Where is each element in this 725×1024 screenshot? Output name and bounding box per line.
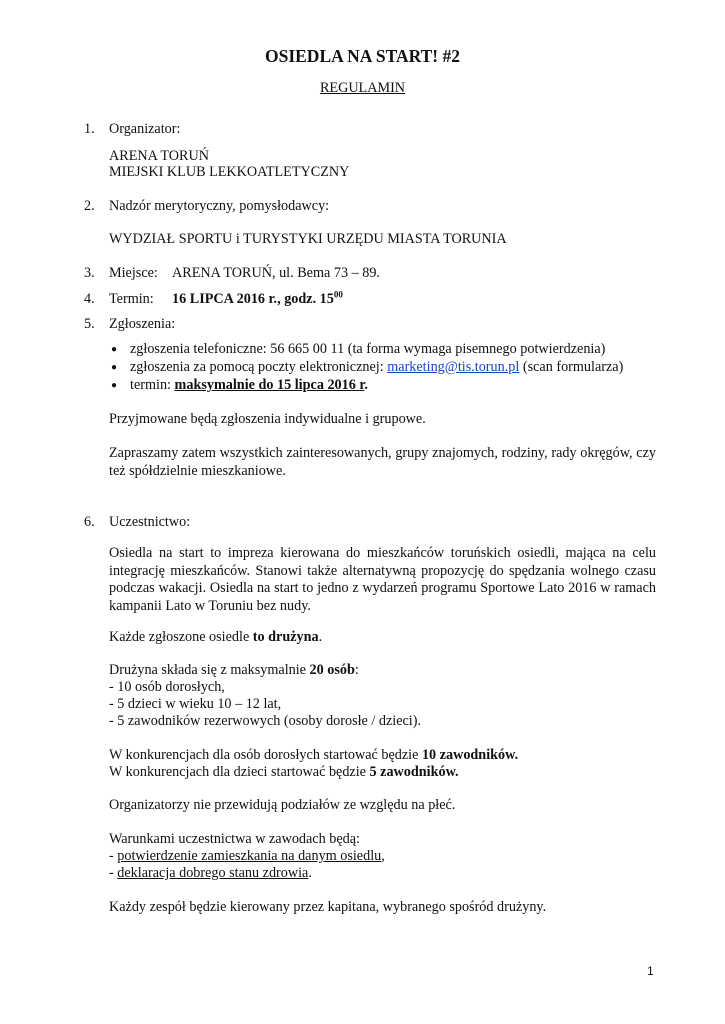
document-subtitle: REGULAMIN	[319, 80, 406, 96]
section-3-label: Miejsce:	[109, 265, 158, 281]
section-6-label: Uczestnictwo:	[109, 514, 191, 530]
registration-email: zgłoszenia za pomocą poczty elektronicznej: marketing@tis.torun.pl (scan formularza)	[130, 359, 624, 375]
conditions-intro: Warunkami uczestnictwa w zawodach będą:	[109, 831, 360, 847]
team-composition: Drużyna składa się z maksymalnie 20 osób:	[109, 662, 359, 678]
time-minutes: 00	[333, 289, 343, 300]
event-description: Osiedla na start to impreza kierowana do mieszkańców toruńskich osiedli, mająca na celu integrację mieszkańców. Stanowi także alternatywną propozycję do spędzania wolnego czasu podczas wakacji. Osiedla na start to jedno z wydarzeń programu Sportowe Lato 2016 w ramach kampanii Lato w Toruniu bez nudy.	[109, 545, 656, 614]
section-4-label: Termin:	[109, 291, 154, 307]
section-2-number: 2.	[84, 198, 95, 214]
email-link[interactable]: marketing@tis.torun.pl	[387, 359, 520, 375]
supervisor-line: WYDZIAŁ SPORTU i TURYSTYKI URZĘDU MIASTA TORUNIA	[109, 231, 507, 247]
bullet-icon: ●	[111, 362, 118, 373]
kids-competitors: W konkurencjach dla dzieci startować będzie 5 zawodników.	[109, 764, 459, 780]
section-5-label: Zgłoszenia:	[109, 316, 176, 332]
section-1-number: 1.	[84, 121, 95, 137]
adult-competitors: W konkurencjach dla osób dorosłych startować będzie 10 zawodników.	[109, 747, 519, 763]
invitation-paragraph: Zapraszamy zatem wszystkich zainteresowanych, grupy znajomych, rodziny, rady okręgów, czy też spółdzielnie mieszkaniowe.	[109, 445, 656, 479]
organizer-line-1: ARENA TORUŃ	[109, 148, 209, 164]
condition-item: - deklaracja dobrego stanu zdrowia.	[109, 865, 312, 881]
condition-item: - potwierdzenie zamieszkania na danym osiedlu,	[109, 848, 385, 864]
bullet-icon: ●	[111, 344, 118, 355]
page-number: 1	[647, 964, 654, 978]
composition-item: - 10 osób dorosłych,	[109, 679, 225, 695]
section-6-number: 6.	[84, 514, 95, 530]
organizer-line-2: MIEJSKI KLUB LEKKOATLETYCZNY	[109, 164, 350, 180]
gender-note: Organizatorzy nie przewidują podziałów ze względu na płeć.	[109, 797, 456, 813]
registration-deadline: termin: maksymalnie do 15 lipca 2016 r.	[130, 377, 368, 393]
composition-item: - 5 zawodników rezerwowych (osoby dorosłe / dzieci).	[109, 713, 422, 729]
section-1-label: Organizator:	[109, 121, 181, 137]
section-4-number: 4.	[84, 291, 95, 307]
section-2-label: Nadzór merytoryczny, pomysłodawcy:	[109, 198, 330, 214]
document-title: OSIEDLA NA START! #2	[264, 46, 460, 66]
bullet-icon: ●	[111, 380, 118, 391]
registration-phone: zgłoszenia telefoniczne: 56 665 00 11 (ta forma wymaga pisemnego potwierdzenia)	[130, 341, 606, 357]
team-info: Każde zgłoszone osiedle to drużyna.	[109, 629, 323, 645]
registration-types: Przyjmowane będą zgłoszenia indywidualne i grupowe.	[109, 411, 426, 427]
date-value: 16 LIPCA 2016 r., godz. $15^{00}$	[172, 289, 343, 307]
captain-note: Każdy zespół będzie kierowany przez kapitana, wybranego spośród drużyny.	[109, 899, 547, 915]
composition-item: - 5 dzieci w wieku 10 – 12 lat,	[109, 696, 282, 712]
section-3-number: 3.	[84, 265, 95, 281]
location-value: ARENA TORUŃ, ul. Bema 73 – 89.	[172, 265, 380, 281]
section-5-number: 5.	[84, 316, 95, 332]
